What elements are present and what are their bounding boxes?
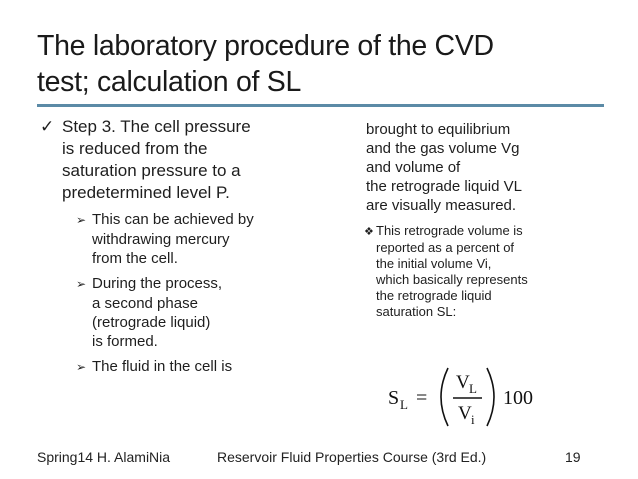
continued-line: the retrograde liquid VL bbox=[366, 178, 522, 195]
formula-denominator-subscript: i bbox=[471, 412, 475, 427]
sub-bullet-line: withdrawing mercury bbox=[92, 231, 230, 248]
formula-equals: = bbox=[416, 387, 428, 409]
sub-bullet-line: (retrograde liquid) bbox=[92, 314, 211, 331]
retrograde-volume-bullet bbox=[364, 223, 610, 320]
formula-factor: 100 bbox=[503, 387, 533, 409]
left-paren-icon bbox=[441, 368, 448, 426]
sub-bullet-fluid bbox=[76, 357, 330, 377]
sub-bullet-line: a second phase bbox=[92, 295, 198, 312]
footer-course: Reservoir Fluid Properties Course (3rd Ed.) bbox=[217, 449, 487, 465]
slide-title bbox=[37, 28, 607, 100]
sub-bullet-mercury bbox=[76, 210, 330, 268]
page-number: 19 bbox=[565, 449, 581, 465]
step-line: is reduced from the bbox=[62, 139, 208, 158]
check-mark-icon: ✓ bbox=[40, 117, 55, 136]
sub-bullet-line: The fluid in the cell is bbox=[92, 358, 233, 375]
diamond-bullet-icon: ❖ bbox=[364, 226, 374, 238]
arrow-bullet-icon: ➢ bbox=[76, 360, 87, 374]
left-column bbox=[40, 116, 330, 377]
step-line: predetermined level P. bbox=[62, 183, 230, 202]
right-column bbox=[340, 120, 610, 320]
continued-line: brought to equilibrium bbox=[366, 121, 511, 138]
formula-denominator: V bbox=[458, 403, 472, 424]
formula-lhs-subscript: L bbox=[400, 397, 408, 412]
continued-line: are visually measured. bbox=[366, 197, 517, 214]
title-line-1: The laboratory procedure of the CVD bbox=[37, 30, 494, 62]
formula-numerator-subscript: L bbox=[469, 381, 477, 396]
step-line: Step 3. The cell pressure bbox=[62, 117, 251, 136]
footer-author: Spring14 H. AlamiNia bbox=[37, 449, 171, 465]
formula-numerator: V bbox=[456, 372, 470, 393]
sl-formula bbox=[386, 364, 556, 430]
retrograde-line: the retrograde liquid bbox=[376, 288, 492, 303]
continued-line: and the gas volume Vg bbox=[366, 140, 520, 157]
sub-bullet-line: This can be achieved by bbox=[92, 211, 254, 228]
continued-text bbox=[366, 120, 610, 215]
retrograde-line: reported as a percent of bbox=[376, 240, 515, 255]
continued-line: and volume of bbox=[366, 159, 461, 176]
sub-bullet-line: from the cell. bbox=[92, 250, 178, 267]
sub-bullet-line: is formed. bbox=[92, 333, 158, 350]
arrow-bullet-icon: ➢ bbox=[76, 213, 87, 227]
arrow-bullet-icon: ➢ bbox=[76, 277, 87, 291]
step-bullet bbox=[40, 116, 330, 204]
retrograde-line: saturation SL: bbox=[376, 304, 457, 319]
retrograde-line: the initial volume Vi, bbox=[376, 256, 492, 271]
formula-lhs: S bbox=[388, 387, 400, 409]
title-line-2: test; calculation of SL bbox=[37, 66, 302, 98]
sub-bullet-line: During the process, bbox=[92, 275, 223, 292]
right-paren-icon bbox=[487, 368, 494, 426]
title-underline bbox=[37, 104, 604, 107]
step-line: saturation pressure to a bbox=[62, 161, 241, 180]
retrograde-line: which basically represents bbox=[376, 272, 528, 287]
retrograde-line: This retrograde volume is bbox=[376, 223, 523, 238]
sub-bullet-second-phase bbox=[76, 274, 330, 351]
